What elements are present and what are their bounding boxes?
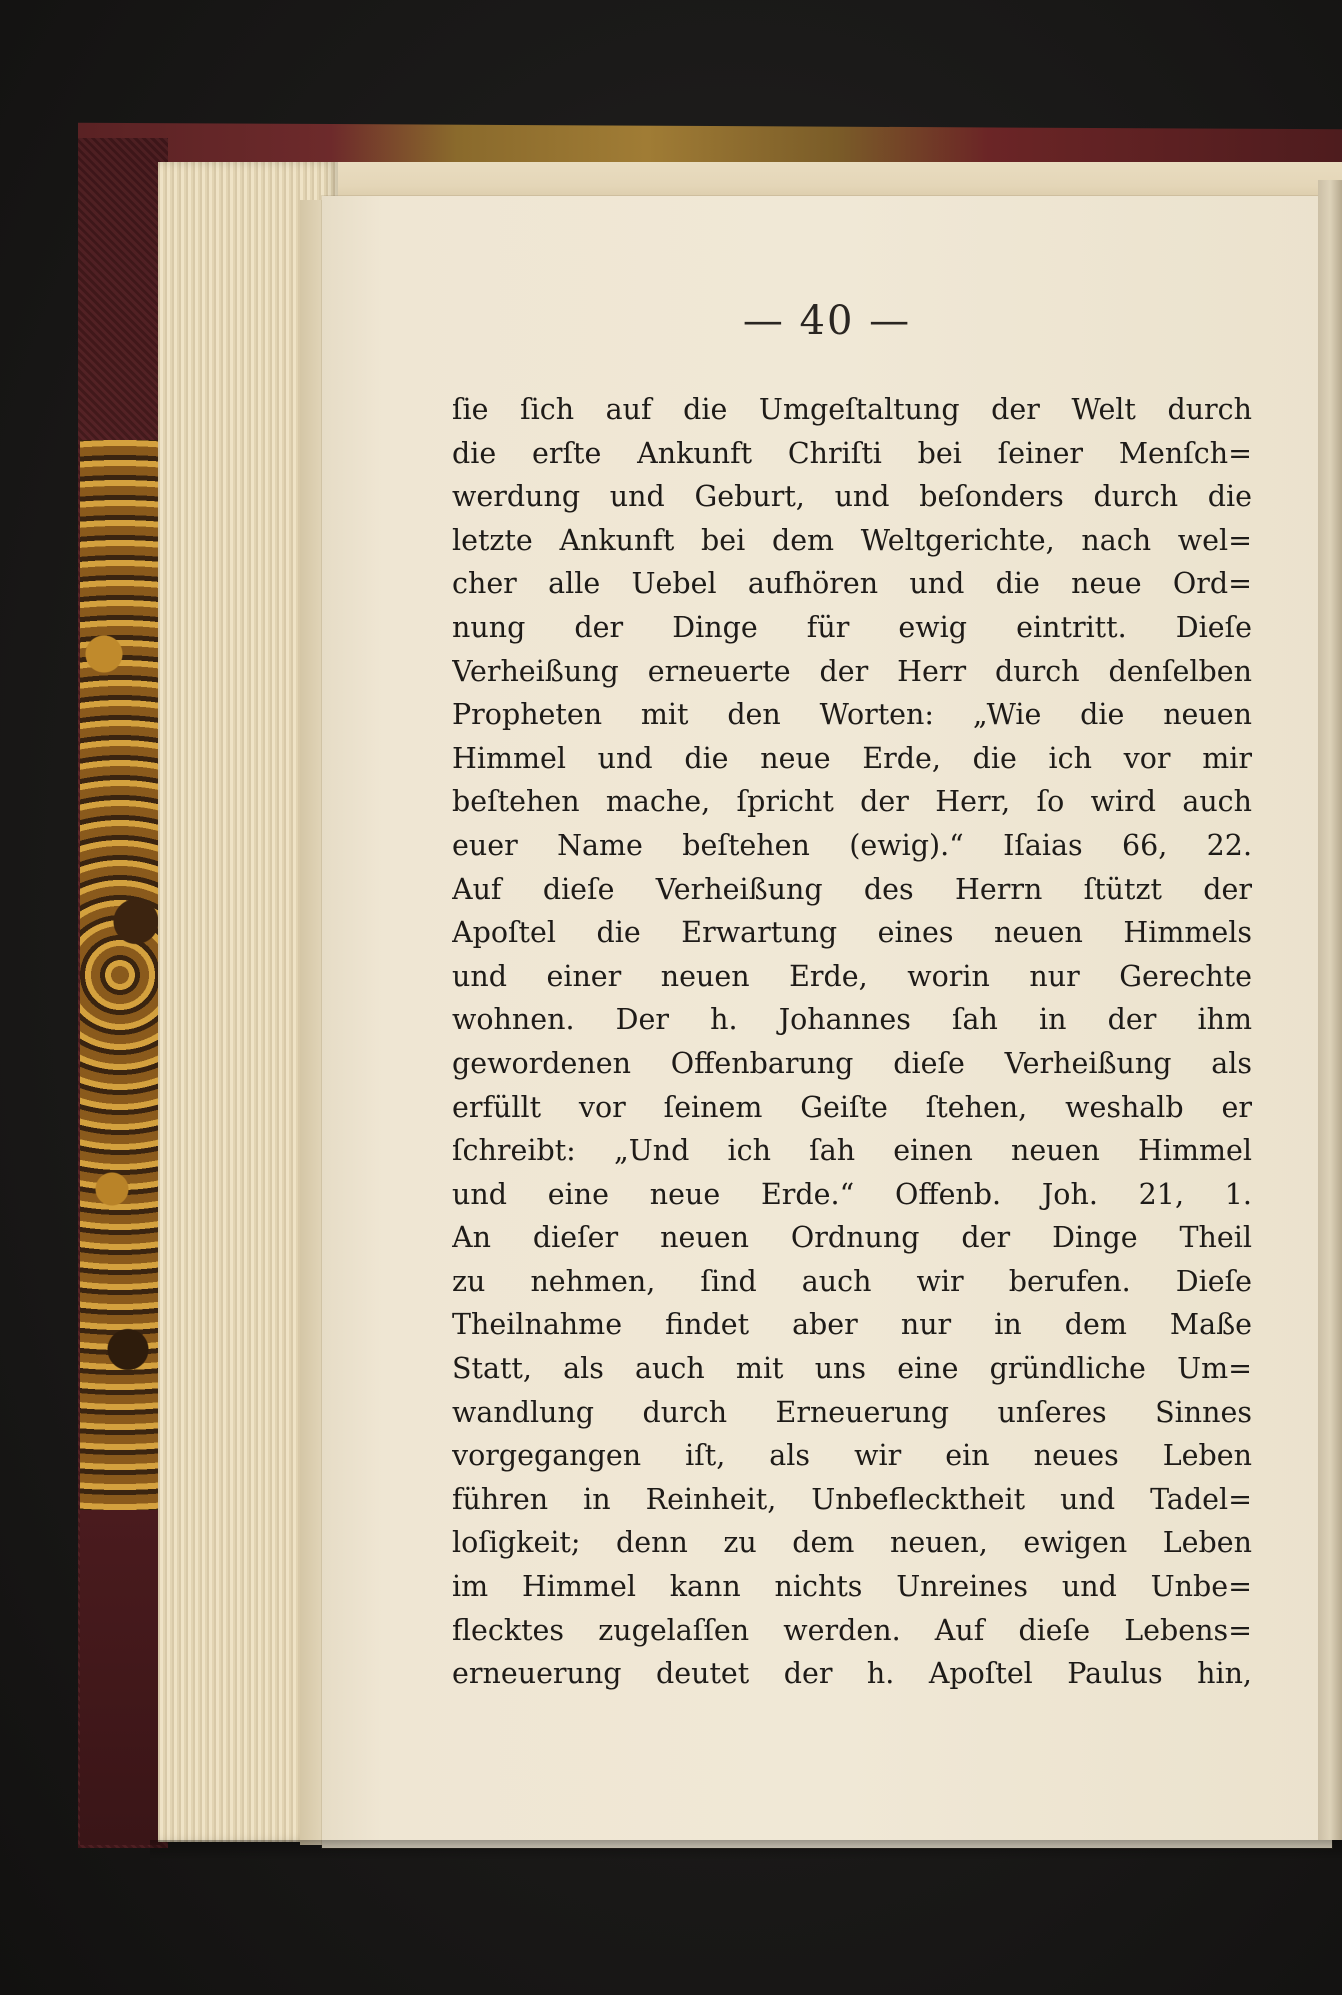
text-line: wohnen. Der h. Johannes ſah in der ihm [452,1003,1252,1037]
text-line: Himmel und die neue Erde, die ich vor mir [452,741,1252,775]
text-line: die erſte Ankunft Chriſti bei ſeiner Menſch= [452,436,1252,470]
text-line: werdung und Geburt, und beſonders durch die [452,480,1252,514]
text-line: wandlung durch Erneuerung unſeres Sinnes [452,1395,1252,1429]
page-bottom-shadow [150,1840,1342,1860]
text-line: erneuerung deutet der h. Apoſtel Paulus hin, [452,1657,1252,1691]
page-text [452,388,1252,1696]
page-number: — 40 — [742,298,912,344]
text-line: letzte Ankunft bei dem Weltgerichte, nach wel= [452,523,1252,557]
text-line: loſigkeit; denn zu dem neuen, ewigen Leben [452,1526,1252,1560]
text-line: erfüllt vor ſeinem Geiſte ſtehen, weshalb er [452,1090,1252,1124]
text-line: Auf dieſe Verheißung des Herrn ſtützt der [452,872,1252,906]
text-line: führen in Reinheit, Unbeflecktheit und Tadel= [452,1482,1252,1516]
text-line: Verheißung erneuerte der Herr durch denſelben [452,654,1252,688]
text-line: Apoſtel die Erwartung eines neuen Himmels [452,916,1252,950]
text-line: und eine neue Erde.“ Offenb. Joh. 21, 1. [452,1177,1252,1211]
book-cover-corner [80,1510,160,1845]
text-line: und einer neuen Erde, worin nur Gerechte [452,959,1252,993]
text-line: Propheten mit den Worten: „Wie die neuen [452,698,1252,732]
text-line: beſtehen mache, ſpricht der Herr, ſo wird auch [452,785,1252,819]
text-line: ſie ſich auf die Umgeſtaltung der Welt durch [452,393,1252,426]
text-line: vorgegangen iſt, als wir ein neues Leben [452,1439,1252,1473]
text-line: ſchreibt: „Und ich ſah einen neuen Himmel [452,1134,1252,1168]
page-right-edge [1318,180,1342,1840]
text-line: euer Name beſtehen (ewig).“ Iſaias 66, 22. [452,828,1252,862]
text-line: gewordenen Offenbarung dieſe Verheißung als [452,1046,1252,1080]
text-line: Statt, als auch mit uns eine gründliche Um= [452,1352,1252,1386]
text-line: An dieſer neuen Ordnung der Dinge Theil [452,1221,1252,1255]
text-line: cher alle Uebel aufhören und die neue Ord= [452,567,1252,601]
text-line: flecktes zugelaſſen werden. Auf dieſe Lebens= [452,1613,1252,1647]
text-line: nung der Dinge für ewig eintritt. Dieſe [452,610,1252,644]
marbled-cover-panel [80,440,160,1510]
text-line: Theilnahme findet aber nur in dem Maße [452,1308,1252,1342]
text-line: im Himmel kann nichts Unreines und Unbe= [452,1570,1252,1604]
text-line: zu nehmen, ſind auch wir berufen. Dieſe [452,1264,1252,1298]
